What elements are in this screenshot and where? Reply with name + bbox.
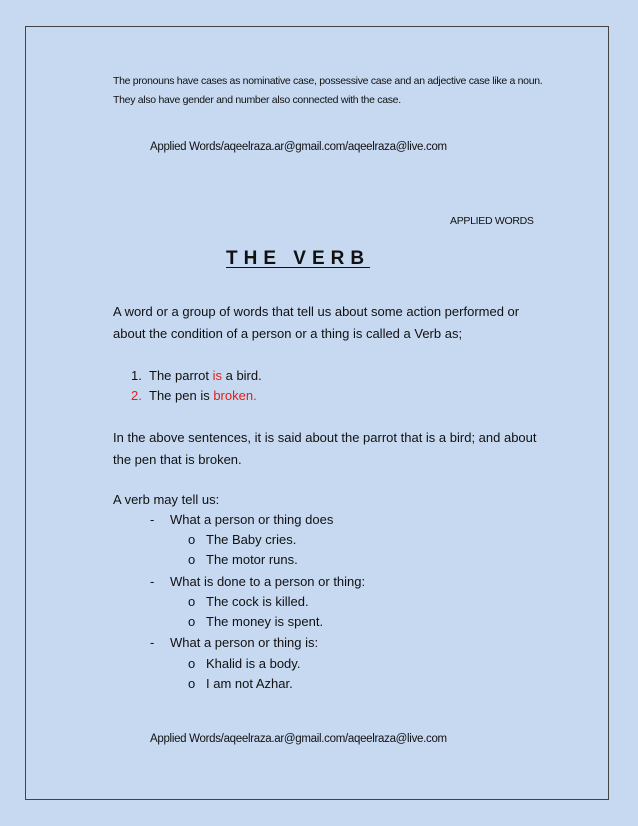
list-item-text: Khalid is a body. bbox=[206, 656, 301, 671]
example-text: The pen is bbox=[149, 388, 214, 403]
example-highlight: is bbox=[212, 368, 222, 383]
example-item bbox=[131, 388, 257, 403]
example-item bbox=[131, 368, 262, 383]
list-item bbox=[188, 656, 300, 671]
example-number: 2. bbox=[131, 388, 142, 403]
list-item bbox=[188, 594, 309, 609]
example-text: The parrot bbox=[149, 368, 213, 383]
group-label bbox=[150, 635, 318, 650]
group-label bbox=[150, 574, 365, 589]
tell-heading: A verb may tell us: bbox=[113, 492, 220, 507]
group-label-text: What a person or thing is: bbox=[170, 635, 319, 650]
header-credit: Applied Words/aqeelraza.ar@gmail.com/aqeelraza@live.com bbox=[150, 141, 447, 153]
list-item-text: The money is spent. bbox=[206, 614, 324, 629]
list-item-text: I am not Azhar. bbox=[206, 676, 293, 691]
list-item-text: The Baby cries. bbox=[206, 532, 297, 547]
bullet-marker: o bbox=[188, 594, 196, 609]
list-item bbox=[188, 614, 323, 629]
group-label bbox=[150, 512, 333, 527]
intro-line-2: about the condition of a person or a thing is called a Verb as; bbox=[113, 326, 463, 341]
list-item-text: The cock is killed. bbox=[206, 594, 309, 609]
intro-line-1: A word or a group of words that tell us about some action performed or bbox=[113, 304, 520, 319]
list-item-text: The motor runs. bbox=[206, 552, 298, 567]
list-item bbox=[188, 552, 298, 567]
header-line-2: They also have gender and number also connected with the case. bbox=[113, 94, 401, 106]
brand-label: APPLIED WORDS bbox=[450, 215, 534, 227]
group-label-text: What is done to a person or thing: bbox=[170, 574, 366, 589]
bullet-marker: o bbox=[188, 614, 196, 629]
page-title: THE VERB bbox=[226, 248, 371, 269]
footer-credit: Applied Words/aqeelraza.ar@gmail.com/aqeelraza@live.com bbox=[150, 733, 447, 745]
list-item bbox=[188, 676, 293, 691]
explain-line-1: In the above sentences, it is said about the parrot that is a bird; and about bbox=[113, 430, 537, 445]
list-item bbox=[188, 532, 296, 547]
explain-line-2: the pen that is broken. bbox=[113, 452, 242, 467]
group-label-text: What a person or thing does bbox=[170, 512, 334, 527]
dash-marker: - bbox=[150, 512, 155, 527]
bullet-marker: o bbox=[188, 676, 196, 691]
example-highlight: broken. bbox=[213, 388, 257, 403]
example-number: 1. bbox=[131, 368, 142, 383]
bullet-marker: o bbox=[188, 532, 196, 547]
bullet-marker: o bbox=[188, 552, 196, 567]
bullet-marker: o bbox=[188, 656, 196, 671]
dash-marker: - bbox=[150, 574, 155, 589]
dash-marker: - bbox=[150, 635, 155, 650]
header-line-1: The pronouns have cases as nominative case, possessive case and an adjective case like a noun. bbox=[113, 75, 543, 87]
example-text-end: a bird. bbox=[221, 368, 262, 383]
